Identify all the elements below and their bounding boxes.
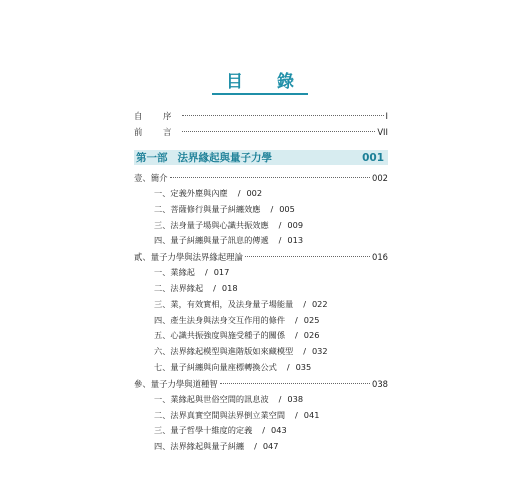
page-separator: /: [295, 409, 298, 420]
section-page-number: 018: [221, 282, 238, 293]
part-title: [136, 150, 272, 165]
dot-leader: [245, 256, 370, 257]
page-title: [0, 72, 520, 95]
toc-section-row[interactable]: [134, 313, 388, 329]
page-separator: /: [237, 188, 241, 198]
section-page-number: 038: [287, 393, 304, 404]
section-title: 四、產生法身與法身交互作用的條件: [154, 314, 286, 325]
page-separator: /: [303, 346, 306, 357]
page-separator: /: [278, 393, 282, 404]
toc-chapter-row[interactable]: [134, 170, 388, 186]
section-page-number: 002: [246, 188, 263, 198]
section-title: 二、法界緣起: [154, 282, 204, 293]
chapter-title: 貳、量子力學與法界緣起理論: [134, 252, 243, 263]
dot-leader: [170, 177, 371, 178]
toc-row-foreword[interactable]: [134, 124, 388, 140]
section-title: 五、心識共振強度與施受種子的關係: [154, 330, 286, 341]
chapter-page-number: 002: [372, 173, 388, 183]
section-page-number: 035: [295, 361, 312, 372]
chapter-list: [134, 170, 388, 455]
page-separator: /: [286, 361, 290, 372]
section-page-number: 047: [262, 441, 279, 452]
section-page-number: 009: [287, 219, 304, 230]
toc-section-row[interactable]: [134, 360, 388, 376]
page-separator: /: [278, 219, 282, 230]
section-page-number: 005: [279, 203, 295, 214]
toc-entry-title: 前 言: [134, 127, 181, 137]
toc-section-row[interactable]: [134, 344, 388, 360]
section-title: 三、量子哲學十維度的定義: [154, 425, 253, 436]
section-page-number: 041: [303, 409, 320, 420]
section-title: 四、量子糾纏與量子訊息的傳遞: [154, 235, 269, 246]
page-separator: /: [262, 425, 266, 436]
toc-section-row[interactable]: [134, 281, 388, 297]
toc-chapter-row[interactable]: [134, 249, 388, 265]
page-separator: /: [303, 298, 306, 309]
toc-section-row[interactable]: [134, 328, 388, 344]
section-title: 七、量子糾纏與向量座標轉換公式: [154, 361, 277, 372]
section-title: 六、法界緣起模型與進階版如來藏模型: [154, 346, 294, 357]
toc-section-row[interactable]: [134, 408, 388, 424]
toc-entry-title: 自 序: [134, 111, 181, 121]
dot-leader: [220, 383, 370, 384]
page-separator: /: [295, 330, 298, 341]
section-page-number: 013: [287, 235, 304, 246]
chapter-page-number: 038: [372, 378, 388, 389]
page-separator: /: [270, 203, 274, 214]
toc-section-row[interactable]: [134, 233, 388, 249]
part-label: 第一部: [136, 152, 168, 164]
section-title: 一、業緣起: [154, 267, 195, 278]
part-page-number: 001: [362, 151, 384, 164]
section-title: 二、菩薩修行與量子糾纏效應: [154, 203, 261, 214]
page-title-text: 目 錄: [212, 72, 308, 95]
page-separator: /: [295, 314, 298, 325]
section-page-number: 025: [303, 314, 320, 325]
section-title: 二、法界真實空間與法界倒立業空間: [154, 409, 286, 420]
section-page-number: 026: [303, 330, 320, 341]
section-page-number: 032: [311, 346, 328, 357]
part-heading[interactable]: [134, 150, 388, 165]
toc-row-preface[interactable]: [134, 108, 388, 124]
page-separator: /: [213, 282, 216, 293]
page-separator: /: [278, 235, 282, 246]
toc-page-number: I: [385, 111, 388, 121]
section-page-number: 022: [311, 298, 328, 309]
chapter-title: 參、量子力學與道種智: [134, 378, 218, 389]
part-name: 法界緣起與量子力學: [177, 152, 272, 164]
toc-section-row[interactable]: [134, 297, 388, 313]
chapter-page-number: 016: [372, 252, 388, 263]
toc-section-row[interactable]: [134, 202, 388, 218]
section-title: 一、定義外塵與內塵: [154, 188, 228, 198]
page-separator: /: [204, 267, 208, 278]
section-title: 三、業，有效實相，及法身量子場能量: [154, 298, 294, 309]
dot-leader: [182, 115, 383, 116]
page-separator: /: [254, 441, 257, 452]
section-title: 一、業緣起與世俗空間的訊息波: [154, 393, 269, 404]
section-page-number: 043: [271, 425, 287, 436]
dot-leader: [182, 131, 375, 132]
toc-section-row[interactable]: [134, 218, 388, 234]
section-page-number: 017: [213, 267, 230, 278]
toc-section-row[interactable]: [134, 439, 388, 455]
chapter-title: 壹、簡介: [134, 173, 168, 183]
table-of-contents: [134, 108, 388, 455]
section-title: 三、法身量子場與心識共振效應: [154, 219, 269, 230]
toc-section-row[interactable]: [134, 392, 388, 408]
toc-page-number: VII: [377, 127, 388, 137]
toc-section-row[interactable]: [134, 423, 388, 439]
toc-chapter-row[interactable]: [134, 376, 388, 392]
section-title: 四、法界緣起與量子糾纏: [154, 441, 245, 452]
toc-section-row[interactable]: [134, 186, 388, 202]
toc-section-row[interactable]: [134, 265, 388, 281]
